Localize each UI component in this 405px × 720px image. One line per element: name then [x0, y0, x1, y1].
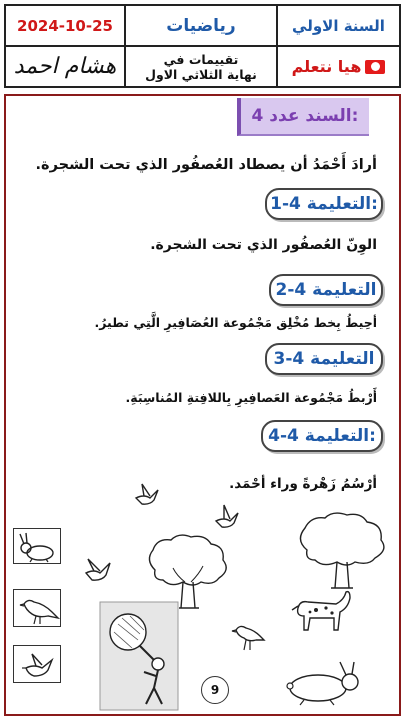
evaluation-title [126, 47, 276, 86]
tree-icon[interactable] [293, 510, 391, 592]
flying-bird-icon [14, 646, 62, 684]
evaluation-line-2: نهاية الثلاثي الاول [145, 66, 257, 82]
task-text-1: الوِنّ العُصفُور الذي تحت الشجرة. [150, 237, 377, 253]
brand-text: هيا نتعلم [291, 57, 362, 76]
boy-with-net-icon[interactable] [100, 602, 178, 710]
dog-icon[interactable] [288, 586, 352, 646]
task-text-2: أحِيطُ بِخط مُخْلِق مَجْمُوعة العُصَافِيرِ الَّتِي تطيرُ. [94, 315, 377, 330]
task-label-4 [261, 420, 383, 452]
level-label: السنة الاولي [292, 16, 385, 35]
prompt-text: أرادَ أَحْمَدُ أن يصطاد العُصفُور الذي تحت الشجرة. [35, 157, 377, 173]
task-text-3: أَرْبطُ مَجْمُوعة العَصافِيرِ بِاللافِتةِ المُناسِبَةِ. [125, 390, 377, 405]
section-title: السند عدد 4: [237, 98, 369, 136]
worksheet-header [4, 4, 401, 88]
task-label-1 [265, 188, 383, 220]
tunisia-flag-icon [365, 60, 385, 74]
brand-logo [278, 47, 399, 86]
rabbit-icon [14, 529, 62, 565]
evaluation-line-1: تقييمات في [163, 51, 239, 67]
date-label: 2024-10-25 [17, 16, 113, 35]
flying-bird-box[interactable] [13, 645, 61, 683]
flying-bird-icon[interactable] [212, 503, 242, 533]
tree-icon[interactable] [143, 532, 233, 612]
flying-bird-icon[interactable] [82, 555, 114, 587]
bird-icon [14, 590, 62, 628]
bird-box[interactable] [13, 589, 61, 627]
page-number: 9 [201, 676, 229, 704]
task-label-1-text: التعليمة 4-1: [270, 194, 378, 214]
task-label-2 [269, 274, 383, 306]
rabbit-box[interactable] [13, 528, 61, 564]
task-label-2-text: التعليمة 4-2 [275, 280, 377, 300]
task-label-3 [265, 343, 383, 375]
rabbit-icon[interactable] [280, 660, 366, 706]
flying-bird-icon[interactable] [132, 480, 162, 510]
task-text-4: أرْسُمُ زَهْرةً وراء أحْمَد. [229, 476, 377, 492]
teacher-name: هشام احمد [13, 54, 117, 79]
task-label-3-text: التعليمة 4-3 [273, 349, 375, 369]
task-label-4-text: التعليمة 4-4: [268, 426, 376, 446]
subject-label: رياضيات [166, 15, 236, 36]
bird-icon[interactable] [230, 620, 266, 654]
